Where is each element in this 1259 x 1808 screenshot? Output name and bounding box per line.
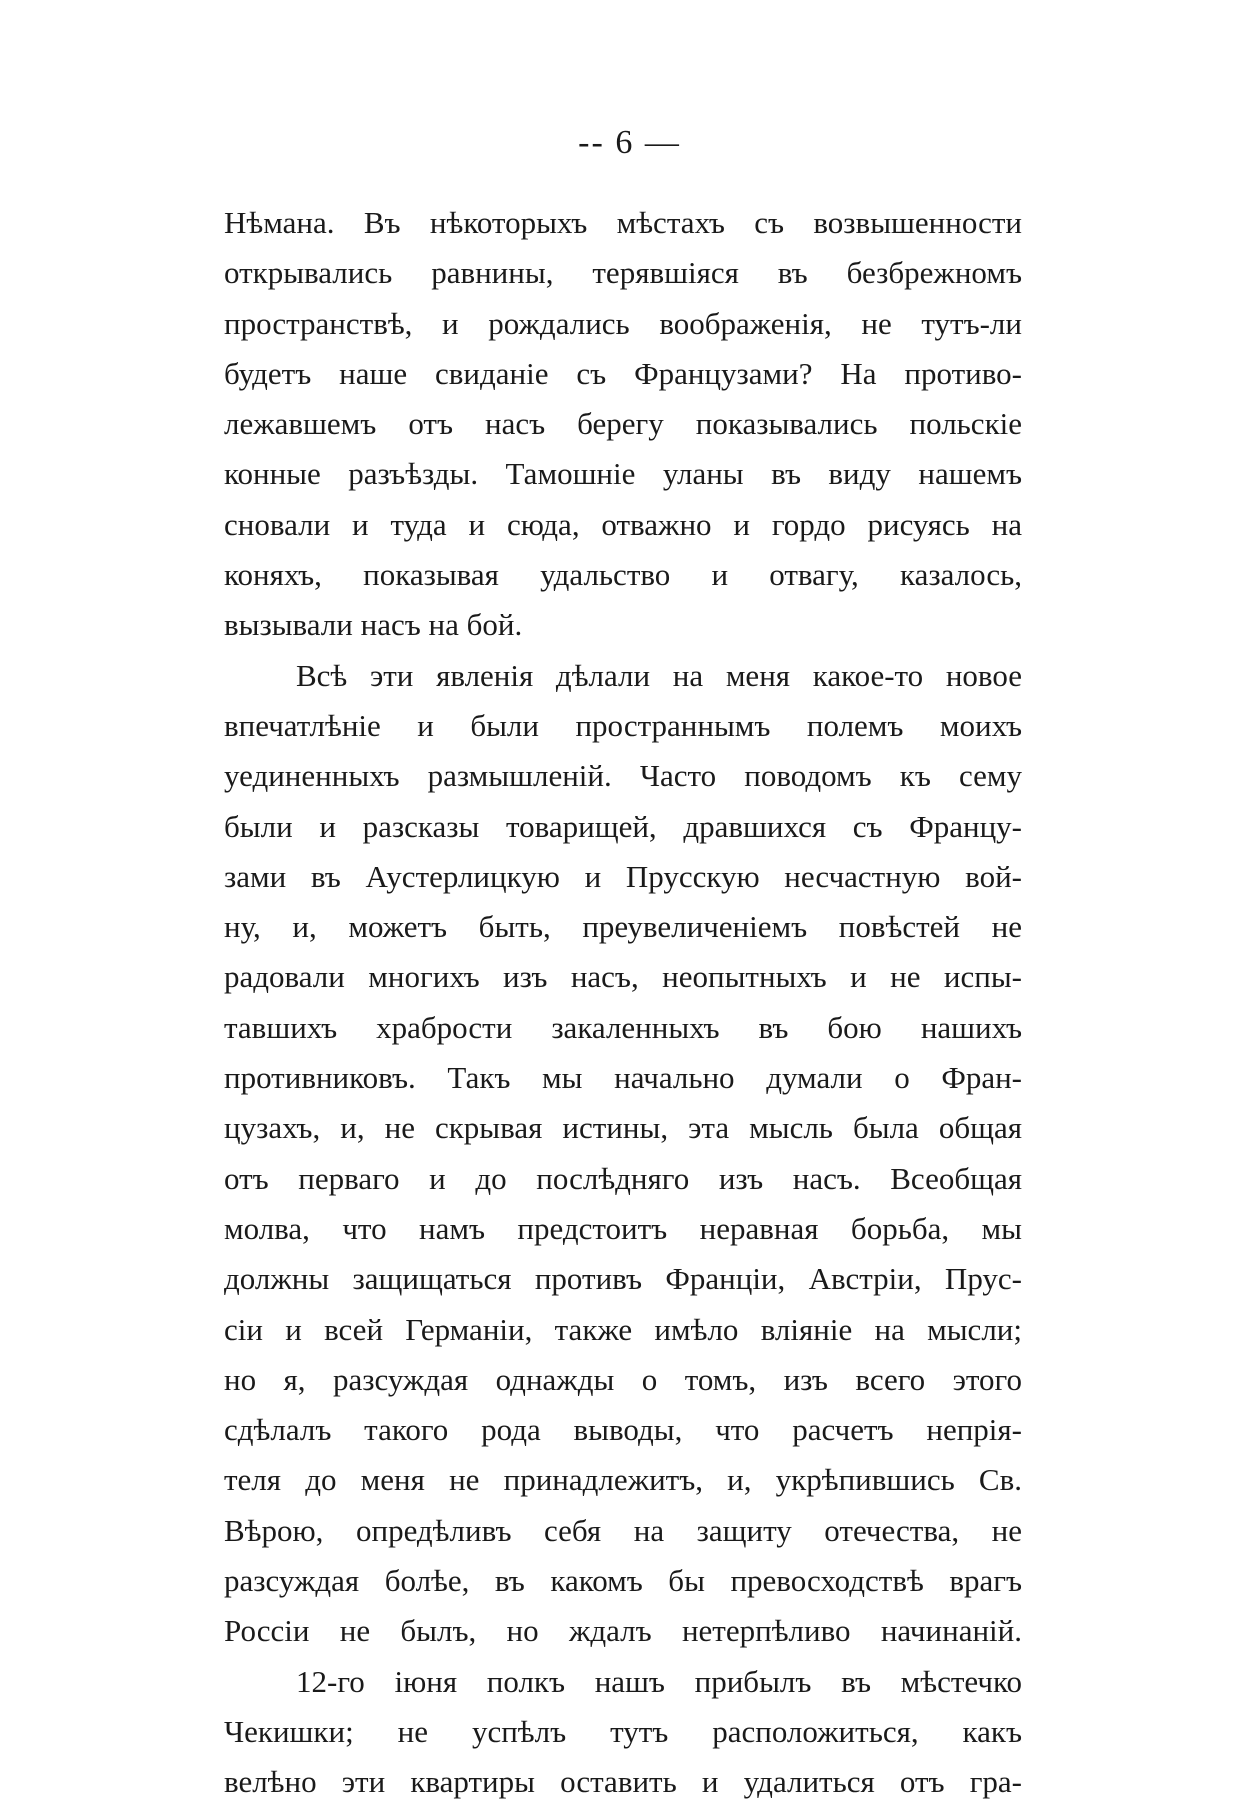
text-line: пространствѣ, и рождались воображенія, не тутъ-ли bbox=[224, 305, 1022, 341]
text-line: были и разсказы товарищей, дравшихся съ Францу- bbox=[224, 808, 1022, 844]
paragraph-first-line: Всѣ эти явленія дѣлали на меня какое-то новое bbox=[296, 657, 1022, 693]
page-number: -- 6 — bbox=[578, 124, 681, 161]
text-line: Вѣрою, опредѣливъ себя на защиту отечества, не bbox=[224, 1512, 1022, 1548]
text-line: теля до меня не принадлежитъ, и, укрѣпившись Св. bbox=[224, 1462, 1022, 1498]
text-line: сдѣлалъ такого рода выводы, что расчетъ непрія- bbox=[224, 1412, 1022, 1448]
text-line: но я, разсуждая однажды о томъ, изъ всего этого bbox=[224, 1361, 1022, 1397]
text-line: открывались равнины, терявшіяся въ безбрежномъ bbox=[224, 255, 1022, 291]
text-line: должны защищаться противъ Франціи, Австріи, Прус- bbox=[224, 1261, 1022, 1297]
text-line: конные разъѣзды. Тамошніе уланы въ виду нашемъ bbox=[224, 456, 1022, 492]
text-line: противниковъ. Такъ мы начально думали о Фран- bbox=[224, 1060, 1022, 1096]
text-line: сновали и туда и сюда, отважно и гордо рисуясь на bbox=[224, 506, 1022, 542]
text-line: уединенныхъ размышленій. Часто поводомъ къ сему bbox=[224, 758, 1022, 794]
text-line: велѣно эти квартиры оставить и удалиться отъ гра- bbox=[224, 1764, 1022, 1800]
text-line: Россіи не былъ, но ждалъ нетерпѣливо начинаній. bbox=[224, 1613, 1022, 1649]
text-line: тавшихъ храбрости закаленныхъ въ бою нашихъ bbox=[224, 1009, 1022, 1045]
text-line: разсуждая болѣе, въ какомъ бы превосходствѣ врагъ bbox=[224, 1563, 1022, 1599]
text-line: цузахъ, и, не скрывая истины, эта мысль была общая bbox=[224, 1110, 1022, 1146]
text-line: молва, что намъ предстоитъ неравная борьба, мы bbox=[224, 1210, 1022, 1246]
text-line: лежавшемъ отъ насъ берегу показывались польскіе bbox=[224, 406, 1022, 442]
paragraph-first-line: 12-го іюня полкъ нашъ прибылъ въ мѣстечко bbox=[296, 1663, 1022, 1699]
text-line: будетъ наше свиданіе съ Французами? На противо- bbox=[224, 355, 1022, 391]
text-line: отъ перваго и до послѣдняго изъ насъ. Всеобщая bbox=[224, 1160, 1022, 1196]
text-line: впечатлѣніе и были пространнымъ полемъ моихъ bbox=[224, 707, 1022, 743]
text-line: зами въ Аустерлицкую и Прусскую несчастную вой- bbox=[224, 858, 1022, 894]
text-line: Чекишки; не успѣлъ тутъ расположиться, какъ bbox=[224, 1713, 1022, 1749]
text-line: радовали многихъ изъ насъ, неопытныхъ и не испы- bbox=[224, 959, 1022, 995]
text-line: вызывали насъ на бой. bbox=[224, 607, 523, 643]
text-line: Нѣмана. Въ нѣкоторыхъ мѣстахъ съ возвышенности bbox=[224, 205, 1022, 240]
text-line: сіи и всей Германіи, также имѣло вліяніе на мысли; bbox=[224, 1311, 1022, 1347]
text-line: ну, и, можетъ быть, преувеличеніемъ повѣстей не bbox=[224, 909, 1022, 945]
text-line: коняхъ, показывая удальство и отвагу, казалось, bbox=[224, 557, 1022, 593]
page-text bbox=[224, 198, 1022, 1808]
